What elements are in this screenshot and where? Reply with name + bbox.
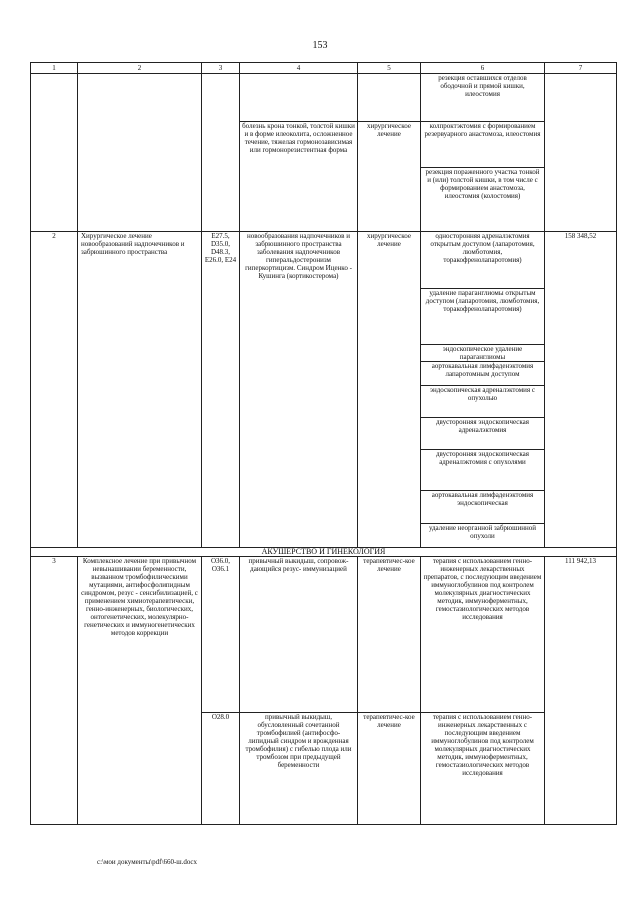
method-cell: удаление параганглиомы открытым доступом (лапаротомия, люмботомия, торакофренолапаротомия) bbox=[421, 289, 545, 345]
disease-cell: новообразования надпочечников и забрюшинного пространства заболевания надпочечников гиперальдостеронизм гиперкортицизм. Синдром Иценко - Кушинга (кортикостерома) bbox=[240, 232, 358, 548]
method-cell: двусторонняя эндоскопическая адреналэктомия bbox=[421, 418, 545, 450]
page-number: 153 bbox=[312, 40, 328, 51]
icd-codes: O36.0, O36.1 bbox=[202, 557, 240, 713]
service-name: Хирургическое лечение новообразований надпочечников и забрюшинного пространства bbox=[78, 232, 202, 548]
method-cell: аортокавальная лимфаденэктомия лапаротомным доступом bbox=[421, 362, 545, 386]
icd-codes: E27.5, D35.0, D48.3, E26.0, E24 bbox=[202, 232, 240, 548]
method-cell: удаление неорганной забрюшинной опухоли bbox=[421, 524, 545, 548]
row-number: 3 bbox=[31, 557, 78, 825]
services-table bbox=[30, 62, 617, 825]
method-cell: двусторонняя эндоскопическая адреналэктомия с опухолями bbox=[421, 450, 545, 491]
method-cell: односторонняя адреналэктомия открытым доступом (лапаротомия, люмботомия, торакофренолапаротомия) bbox=[421, 232, 545, 289]
method-cell: эндоскопическое удаление параганглиомы bbox=[421, 345, 545, 362]
method-cell: эндоскопическая адреналэктомия с опухолью bbox=[421, 386, 545, 418]
column-header: 1 bbox=[31, 63, 78, 74]
method-cell: терапия с использованием генно-инженерных лекарственных с последующим введением иммуноглобулинов под контролем молекулярных диагностических методик, иммуноферментных, гемостазиологических методов исследования bbox=[421, 713, 545, 825]
section-row bbox=[31, 548, 617, 557]
service-name: Комплексное лечение при привычном невынашивании беременности, вызванном тромбофилическими мутациями, антифосфолипидным синдромом, резус - сенсибилизацией, с применением химиотерапевтически, генно-инженерных, биологических, онтогенетических, молекулярно-генетических и иммуногенетических методов коррекции bbox=[78, 557, 202, 825]
treatment-cell: хирургическое лечение bbox=[358, 122, 421, 232]
table-row bbox=[31, 557, 617, 713]
method-cell: аортокавальная лимфаденэктомия эндоскопическая bbox=[421, 491, 545, 524]
row-number: 2 bbox=[31, 232, 78, 548]
method-cell: терапия с использованием генно-инженерных лекарственных препаратов, с последующим введением иммуноглобулинов под контролем молекулярных диагностических методик, иммуноферментных, гемостазиологических методов исследования bbox=[421, 557, 545, 713]
column-header: 5 bbox=[358, 63, 421, 74]
column-header: 4 bbox=[240, 63, 358, 74]
treatment-cell: терапевтичес-кое лечение bbox=[358, 713, 421, 825]
disease-cell: болезнь крона тонкой, толстой кишки и в форме илеоколита, осложненное течение, тяжелая гормонозависимая или гормонорезистентная форма bbox=[240, 122, 358, 232]
section-title: АКУШЕРСТВО И ГИНЕКОЛОГИЯ bbox=[31, 548, 617, 557]
treatment-cell: терапевтичес-кое лечение bbox=[358, 557, 421, 713]
column-header: 7 bbox=[545, 63, 617, 74]
icd-codes: O28.0 bbox=[202, 713, 240, 825]
column-header: 3 bbox=[202, 63, 240, 74]
table-row bbox=[31, 74, 617, 122]
treatment-cell: хирургическое лечение bbox=[358, 232, 421, 548]
column-header: 6 bbox=[421, 63, 545, 74]
cost-cell: 158 348,52 bbox=[545, 232, 617, 548]
table-row bbox=[31, 232, 617, 289]
disease-cell: привычный выкидыш, обусловленный сочетанной тромбофилией (антифосфо-липидный синдром и врожденная тромбофилия) с гибелью плода или тромбозом при предыдущей беременности bbox=[240, 713, 358, 825]
cost-cell: 111 942,13 bbox=[545, 557, 617, 825]
header-row bbox=[31, 63, 617, 74]
column-header: 2 bbox=[78, 63, 202, 74]
method-cell: колпроктэктомия с формированием резервуарного анастомоза, илеостомия bbox=[421, 122, 545, 168]
method-cell: резекция пораженного участка тонкой и (или) толстой кишки, в том числе с формированием анастомоза, илеостомия (колостомия) bbox=[421, 168, 545, 232]
footer-path: c:\мои документы\pdf\660-ш.docx bbox=[97, 858, 198, 866]
disease-cell: привычный выкидыш, сопровож-дающийся резус- иммунизацией bbox=[240, 557, 358, 713]
method-cell: резекция оставшихся отделов ободочной и прямой кишки, илеостомия bbox=[421, 74, 545, 122]
